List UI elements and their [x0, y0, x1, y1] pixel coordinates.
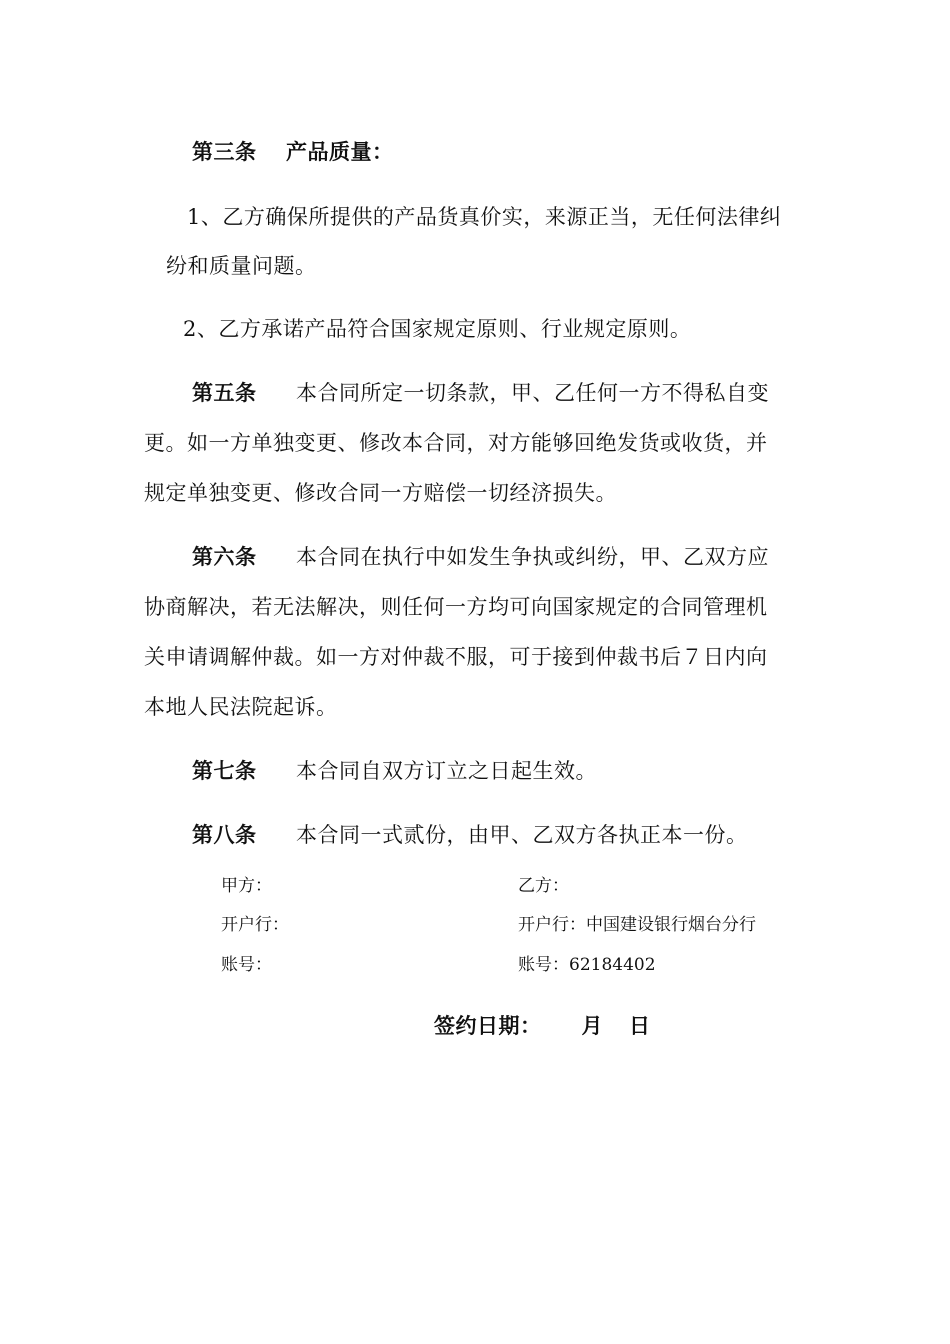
- article3-item2: 2、乙方承诺产品符合国家规定原则、行业规定原则。: [183, 317, 692, 341]
- article6-line1-row: [192, 542, 769, 572]
- article5-line1: 本合同所定一切条款，甲、乙任何一方不得私自变: [296, 381, 769, 405]
- article6-line2: 协商解决，若无法解决，则任何一方均可向国家规定的合同管理机: [144, 595, 768, 619]
- article8-row: [192, 820, 748, 850]
- party-b-label: 乙方：: [518, 876, 569, 896]
- signing-month: 月: [581, 1014, 603, 1038]
- article5-line3: 规定单独变更、修改合同一方赔偿一切经济损失。: [144, 481, 617, 505]
- party-b-bank-value: 中国建设银行烟台分行: [586, 915, 756, 935]
- article3-item1-line1: 1、乙方确保所提供的产品货真价实，来源正当，无任何法律纠: [187, 205, 782, 229]
- article6-line1: 本合同在执行中如发生争执或纠纷，甲、乙双方应: [296, 545, 769, 569]
- article5-line2: 更。如一方单独变更、修改本合同，对方能够回绝发货或收货，并: [144, 431, 768, 455]
- article6-heading: 第六条: [192, 545, 257, 569]
- party-b-account-row: [518, 953, 656, 977]
- party-b-account-value: 62184402: [569, 955, 656, 975]
- article7-text: 本合同自双方订立之日起生效。: [296, 759, 597, 783]
- article8-heading: 第八条: [192, 823, 257, 847]
- article7-heading: 第七条: [192, 759, 257, 783]
- signing-date-row: [434, 1011, 651, 1041]
- signing-day: 日: [629, 1014, 651, 1038]
- party-a-bank-label: 开户行：: [221, 915, 289, 935]
- signing-date-label: 签约日期：: [434, 1014, 542, 1038]
- article8-text: 本合同一式贰份，由甲、乙双方各执正本一份。: [296, 823, 748, 847]
- party-b-account-label: 账号：: [518, 955, 569, 975]
- party-a-account-label: 账号：: [221, 955, 272, 975]
- article3-item1-line2: 纷和质量问题。: [166, 254, 317, 278]
- article3-title: 产品质量：: [286, 140, 394, 164]
- article6-line3: 关申请调解仲裁。如一方对仲裁不服，可于接到仲裁书后７日内向: [144, 645, 768, 669]
- article3-heading: 第三条: [192, 140, 257, 164]
- party-a-label: 甲方：: [221, 876, 272, 896]
- article7-row: [192, 756, 597, 786]
- article3-heading-line: [192, 137, 394, 167]
- article5-line1-row: [192, 378, 769, 408]
- article5-heading: 第五条: [192, 381, 257, 405]
- article6-line4: 本地人民法院起诉。: [144, 695, 338, 719]
- party-b-bank-row: [518, 913, 756, 937]
- party-b-bank-label: 开户行：: [518, 915, 586, 935]
